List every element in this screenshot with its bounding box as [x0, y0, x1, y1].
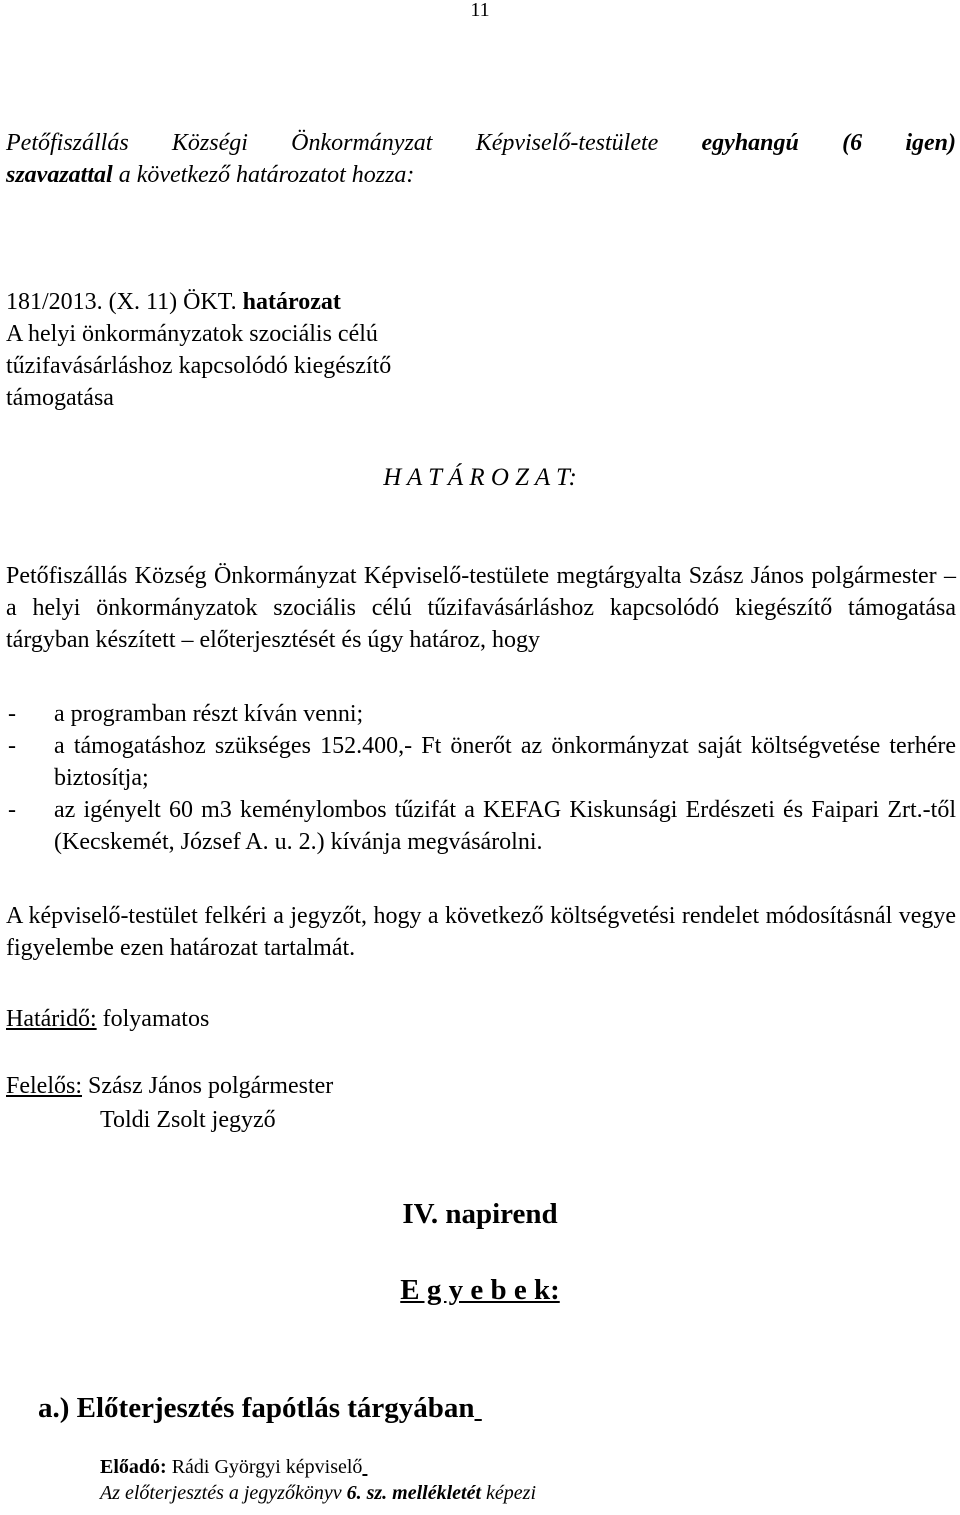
resolution-items — [6, 698, 956, 858]
responsible-label: Felelős: — [6, 1073, 82, 1099]
vote-line-1 — [6, 127, 956, 159]
vote-line-2 — [6, 159, 956, 191]
list-item-text: a támogatáshoz szükséges 152.400,- Ft önerőt az önkormányzat saját költségvetése terhére biztosítja; — [54, 733, 956, 791]
list-item-text: az igényelt 60 m3 keménylombos tűzifát a KEFAG Kiskunsági Erdészeti és Faipari Zrt.-től (Kecskemét, József A. u. 2.) kívánja megvásárolni. — [54, 797, 956, 855]
resolution-heading: H A T Á R O Z A T: — [383, 464, 577, 491]
trailing-underline — [475, 1392, 482, 1424]
vote-result: egyhangú (6 igen) — [701, 130, 956, 156]
resolution-subject-3: támogatása — [6, 385, 114, 411]
responsible-person-2: Toldi Zsolt jegyző — [100, 1107, 276, 1133]
presenter-name: Rádi Györgyi képviselő — [171, 1456, 363, 1478]
resolution-number-line — [6, 286, 956, 318]
vote-text: Petőfiszállás Községi Önkormányzat Képviselő-testülete — [6, 130, 659, 156]
resolution-subject-1: A helyi önkormányzatok szociális célú — [6, 321, 378, 347]
responsible-line — [6, 1070, 956, 1102]
resolution-request: A képviselő-testület felkéri a jegyzőt, hogy a következő költségvetési rendelet módosításnál vegye figyelembe ezen határozat tartalmát. — [6, 903, 956, 961]
list-item — [6, 698, 956, 730]
resolution-body-intro: Petőfiszállás Község Önkormányzat Képviselő-testülete megtárgyalta Szász János polgármester – a helyi önkormányzatok szociális célú tűzifavásárláshoz kapcsolódó kiegészítő támogatása tárgyban készített – előterjesztését és úgy határoz, hogy — [6, 563, 956, 653]
presenter-line — [100, 1454, 367, 1480]
attachment-pre: Az előterjesztés a jegyzőkönyv — [100, 1482, 342, 1504]
list-dash: - — [8, 701, 16, 727]
list-item-text: a programban részt kíván venni; — [54, 701, 364, 727]
attachment-num: 6. sz. — [346, 1482, 388, 1504]
agenda-subtitle: E g y e b e k: — [400, 1274, 560, 1306]
resolution-number: 181/2013. (X. 11) ÖKT. — [6, 289, 237, 315]
list-dash: - — [8, 797, 16, 823]
deadline-line — [6, 1003, 956, 1035]
attachment-post: képezi — [486, 1482, 537, 1504]
vote-result-cont: szavazattal — [6, 162, 113, 188]
responsible-person-1: Szász János polgármester — [88, 1073, 334, 1099]
list-dash: - — [8, 733, 16, 759]
page-number: 11 — [470, 0, 490, 21]
attachment-line — [100, 1480, 536, 1506]
resolution-subject-2: tűzifavásárláshoz kapcsolódó kiegészítő — [6, 353, 392, 379]
list-item — [6, 794, 956, 858]
trailing-underline — [362, 1456, 367, 1478]
resolution-label: határozat — [242, 289, 341, 315]
deadline-label: Határidő: — [6, 1006, 97, 1032]
agenda-item-title — [38, 1390, 482, 1426]
presenter-label: Előadó: — [100, 1456, 167, 1478]
agenda-item-title-text: a.) Előterjesztés fapótlás tárgyában — [38, 1392, 475, 1424]
vote-text-cont: a következő határozatot hozza: — [118, 162, 415, 188]
list-item — [6, 730, 956, 794]
deadline-value: folyamatos — [102, 1006, 210, 1032]
agenda-title: IV. napirend — [402, 1198, 558, 1230]
attachment-bold: mellékletét — [392, 1482, 482, 1504]
